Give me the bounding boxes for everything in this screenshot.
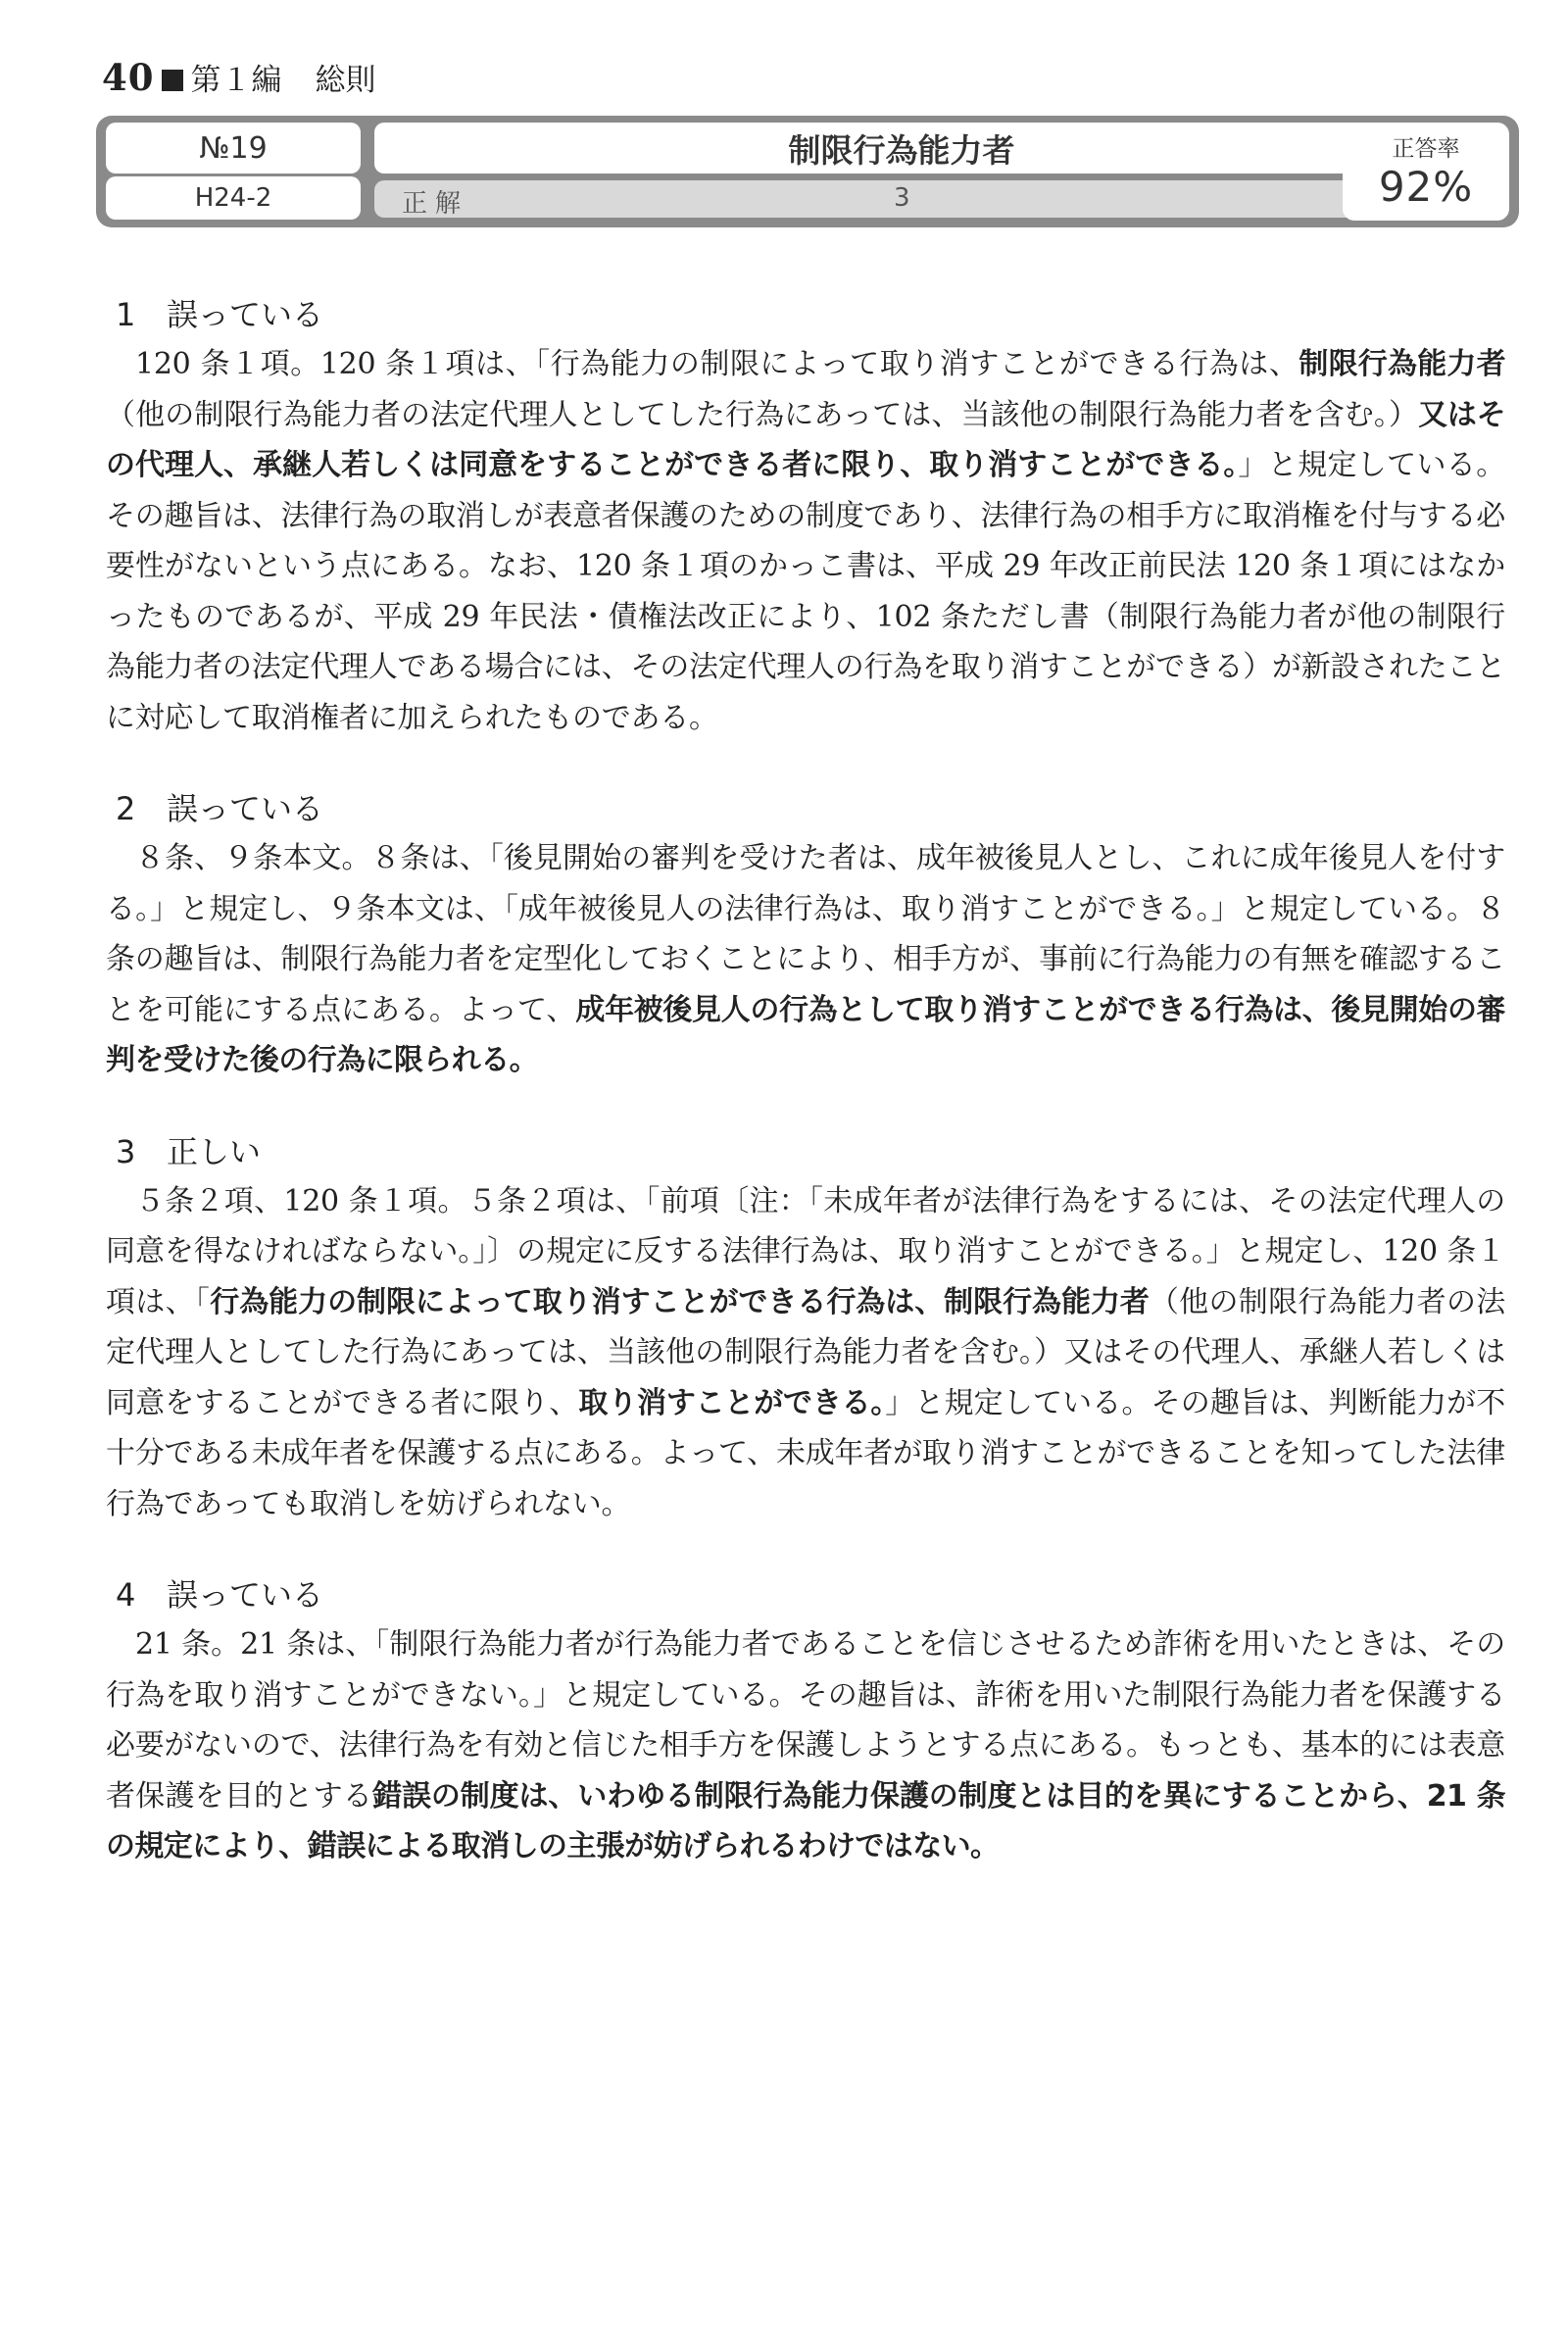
emphasis-text: 錯誤の制度は、いわゆる制限行為能力保護の制度とは目的を異にすることから、21 条の規定により、錯誤による取消しの主張が妨げられるわけではない。 xyxy=(106,1778,1506,1864)
explanation-heading xyxy=(106,784,1505,833)
explanation-heading xyxy=(106,290,1505,339)
choice-number: 3 xyxy=(116,1132,136,1170)
body-text: （他の制限行為能力者の法定代理人としてした行為にあっては、当該他の制限行為能力者を含む。） xyxy=(106,397,1419,432)
emphasis-text: 行為能力の制限によって取り消すことができる行為は、制限行為能力者 xyxy=(210,1284,1150,1319)
body-text: ５条２項、120 条１項。５条２項は、「前項〔注：「未成年者が法律行為をするには、その法定代理人の同意を得なければならない。」〕の規定に反する法律行為は、取り消すことができる。」と規定し、120 条１項は、「 xyxy=(106,1183,1505,1319)
explanation-item xyxy=(106,784,1505,1086)
body-text: 21 条。21 条は、「制限行為能力者が行為能力者であることを信じさせるため詐術を用いたときは、その行為を取り消すことができない。」と規定している。その趣旨は、詐術を用いた制限行為能力者を保護する必要がないので、法律行為を有効と信じた相手方を保護しようとする点にある。もっとも、基本的には表意者保護を目的とする xyxy=(106,1627,1505,1814)
running-header xyxy=(102,55,376,104)
choice-verdict: 誤っている xyxy=(167,1576,324,1614)
emphasis-text: 取り消すことができる。 xyxy=(578,1385,886,1420)
explanation-item xyxy=(106,1127,1505,1530)
chapter-title: 総則 xyxy=(315,63,376,98)
answer-label: 正解 xyxy=(402,189,469,219)
emphasis-text: 成年被後見人の行為として取り消すことができる行為は、後見開始の審判を受けた後の行為に限られる。 xyxy=(106,992,1505,1077)
page-number: 40 xyxy=(102,56,155,99)
explanation-text xyxy=(106,339,1505,743)
body-text: ８条、９条本文。８条は、「後見開始の審判を受けた者は、成年被後見人とし、これに成年後見人を付する。」と規定し、９条本文は、「成年被後見人の法律行為は、取り消すことができる。」と規定している。８条の趣旨は、制限行為能力者を定型化しておくことにより、相手方が、事前に行為能力の有無を確認することを可能にする点にある。よって、 xyxy=(106,841,1505,1027)
explanation-item xyxy=(106,290,1505,743)
chapter-label: 第１編 xyxy=(190,63,282,98)
correct-rate-box xyxy=(1343,123,1509,221)
choice-number: 4 xyxy=(116,1576,136,1614)
body-text: 」と規定している。その趣旨は、判断能力が不十分である未成年者を保護する点にある。よって、未成年者が取り消すことができることを知ってした法律行為であっても取消しを妨げられない。 xyxy=(106,1385,1506,1521)
explanation-text xyxy=(106,1619,1505,1872)
emphasis-text: 制限行為能力者 xyxy=(1298,347,1505,381)
body-text: 」と規定している。その趣旨は、法律行為の取消しが表意者保護のための制度であり、法律行為の相手方に取消権を付与する必要性がないという点にある。なお、120 条１項のかっこ書は、平成 29 年改正前民法 120 条１項にはなかったものであるが、平成 29 年民法・債権法改正により、102 条ただし書（制限行為能力者が他の制限行為能力者の法定代理人である場合には、その法定代理人の行為を取り消すことができる）が新設されたことに対応して取消権者に加えられたものである。 xyxy=(106,448,1505,735)
emphasis-text: 又はその代理人、承継人若しくは同意をすることができる者に限り、取り消すことができる。 xyxy=(106,397,1506,482)
question-number: №19 xyxy=(106,123,361,174)
body-text: （他の制限行為能力者の法定代理人としてした行為にあっては、当該他の制限行為能力者を含む。）又はその代理人、承継人若しくは同意をすることができる者に限り、 xyxy=(106,1284,1506,1420)
explanation-item xyxy=(106,1570,1505,1872)
choice-verdict: 正しい xyxy=(167,1132,262,1170)
explanations xyxy=(106,290,1505,1914)
question-header-box xyxy=(96,116,1519,227)
body-text: 120 条１項。120 条１項は、「行為能力の制限によって取り消すことができる行為は、 xyxy=(135,347,1299,381)
choice-number: 2 xyxy=(116,790,136,827)
explanation-text xyxy=(106,833,1505,1086)
choice-number: 1 xyxy=(116,296,136,333)
choice-verdict: 誤っている xyxy=(167,790,324,827)
black-square-icon xyxy=(162,70,183,91)
explanation-heading xyxy=(106,1570,1505,1619)
correct-rate-value: 92% xyxy=(1378,163,1474,211)
correct-rate-label: 正答率 xyxy=(1392,136,1460,162)
answer-value: 3 xyxy=(894,183,910,213)
choice-verdict: 誤っている xyxy=(167,296,324,333)
answer-bar xyxy=(374,180,1429,218)
explanation-heading xyxy=(106,1127,1505,1176)
question-year: H24-2 xyxy=(106,176,361,220)
explanation-text xyxy=(106,1176,1505,1530)
question-title: 制限行為能力者 xyxy=(374,123,1429,174)
